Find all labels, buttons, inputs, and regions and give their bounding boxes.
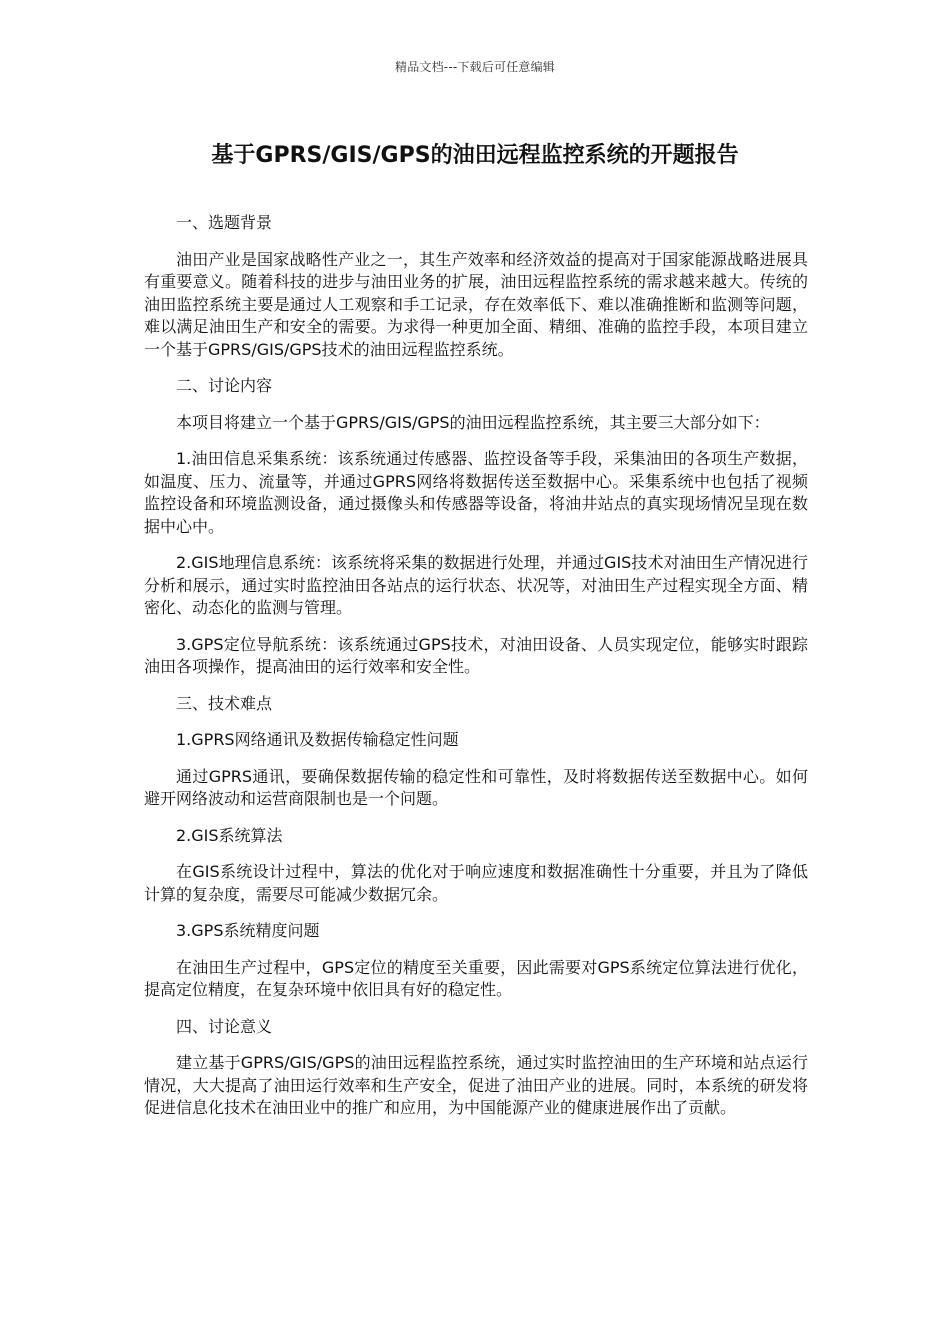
subheading-gis: 2.GIS系统算法 bbox=[176, 825, 283, 845]
paragraph-gis-system: 2.GIS地理信息系统：该系统将采集的数据进行处理，并通过GIS技术对油田生产情况进行分析和展示，通过实时监控油田各站点的运行状态、状况等，对油田生产过程实现全方面、精密化、动态化的监测与管理。 bbox=[144, 553, 808, 617]
document-title: 基于GPRS/GIS/GPS的油田远程监控系统的开题报告 bbox=[211, 143, 739, 168]
section-heading-difficulties: 三、技术难点 bbox=[176, 693, 273, 713]
subheading-gps: 3.GPS系统精度问题 bbox=[176, 921, 320, 940]
paragraph-gps: 在油田生产过程中，GPS定位的精度至关重要，因此需要对GPS系统定位算法进行优化，提高定位精度，在复杂环境中依旧具有好的稳定性。 bbox=[144, 957, 808, 999]
paragraph-gis: 在GIS系统设计过程中，算法的优化对于响应速度和数据准确性十分重要，并且为了降低计算的复杂度，需要尽可能减少数据冗余。 bbox=[144, 862, 808, 904]
paragraph-significance: 建立基于GPRS/GIS/GPS的油田远程监控系统，通过实时监控油田的生产环境和站点运行情况，大大提高了油田运行效率和生产安全，促进了油田产业的进展。同时，本系统的研发将促进信息化技术在油田业中的推广和应用，为中国能源产业的健康进展作出了贡献。 bbox=[144, 1053, 808, 1117]
paragraph-gprs: 通过GPRS通讯，要确保数据传输的稳定性和可靠性，及时将数据传送至数据中心。如何避开网络波动和运营商限制也是一个问题。 bbox=[144, 766, 808, 808]
section-heading-significance: 四、讨论意义 bbox=[176, 1016, 273, 1036]
subheading-gprs: 1.GPRS网络通讯及数据传输稳定性问题 bbox=[176, 730, 459, 749]
paragraph-background: 油田产业是国家战略性产业之一，其生产效率和经济效益的提高对于国家能源战略进展具有重要意义。随着科技的进步与油田业务的扩展，油田远程监控系统的需求越来越大。传统的油田监控系统主要是通过人工观察和手工记录，存在效率低下、难以准确推断和监测等问题，难以满足油田生产和安全的需要。为求得一种更加全面、精细、准确的监控手段，本项目建立一个基于GPRS/GIS/GPS技术的油田远程监控系统。 bbox=[144, 249, 808, 359]
section-heading-content: 二、讨论内容 bbox=[176, 376, 273, 395]
paragraph-content-intro: 本项目将建立一个基于GPRS/GIS/GPS的油田远程监控系统，其主要三大部分如下： bbox=[176, 412, 770, 432]
paragraph-collection-system: 1.油田信息采集系统：该系统通过传感器、监控设备等手段，采集油田的各项生产数据，如温度、压力、流量等，并通过GPRS网络将数据传送至数据中心。采集系统中也包括了视频监控设备和环境监测设备，通过摄像头和传感器等设备，将油井站点的真实现场情况呈现在数据中心中。 bbox=[144, 449, 808, 536]
header-note: 精品文档---下载后可任意编辑 bbox=[395, 60, 555, 74]
paragraph-gps-system: 3.GPS定位导航系统：该系统通过GPS技术，对油田设备、人员实现定位，能够实时跟踪油田各项操作，提高油田的运行效率和安全性。 bbox=[144, 634, 808, 676]
section-heading-background: 一、选题背景 bbox=[176, 213, 273, 232]
document-body bbox=[144, 212, 808, 1134]
